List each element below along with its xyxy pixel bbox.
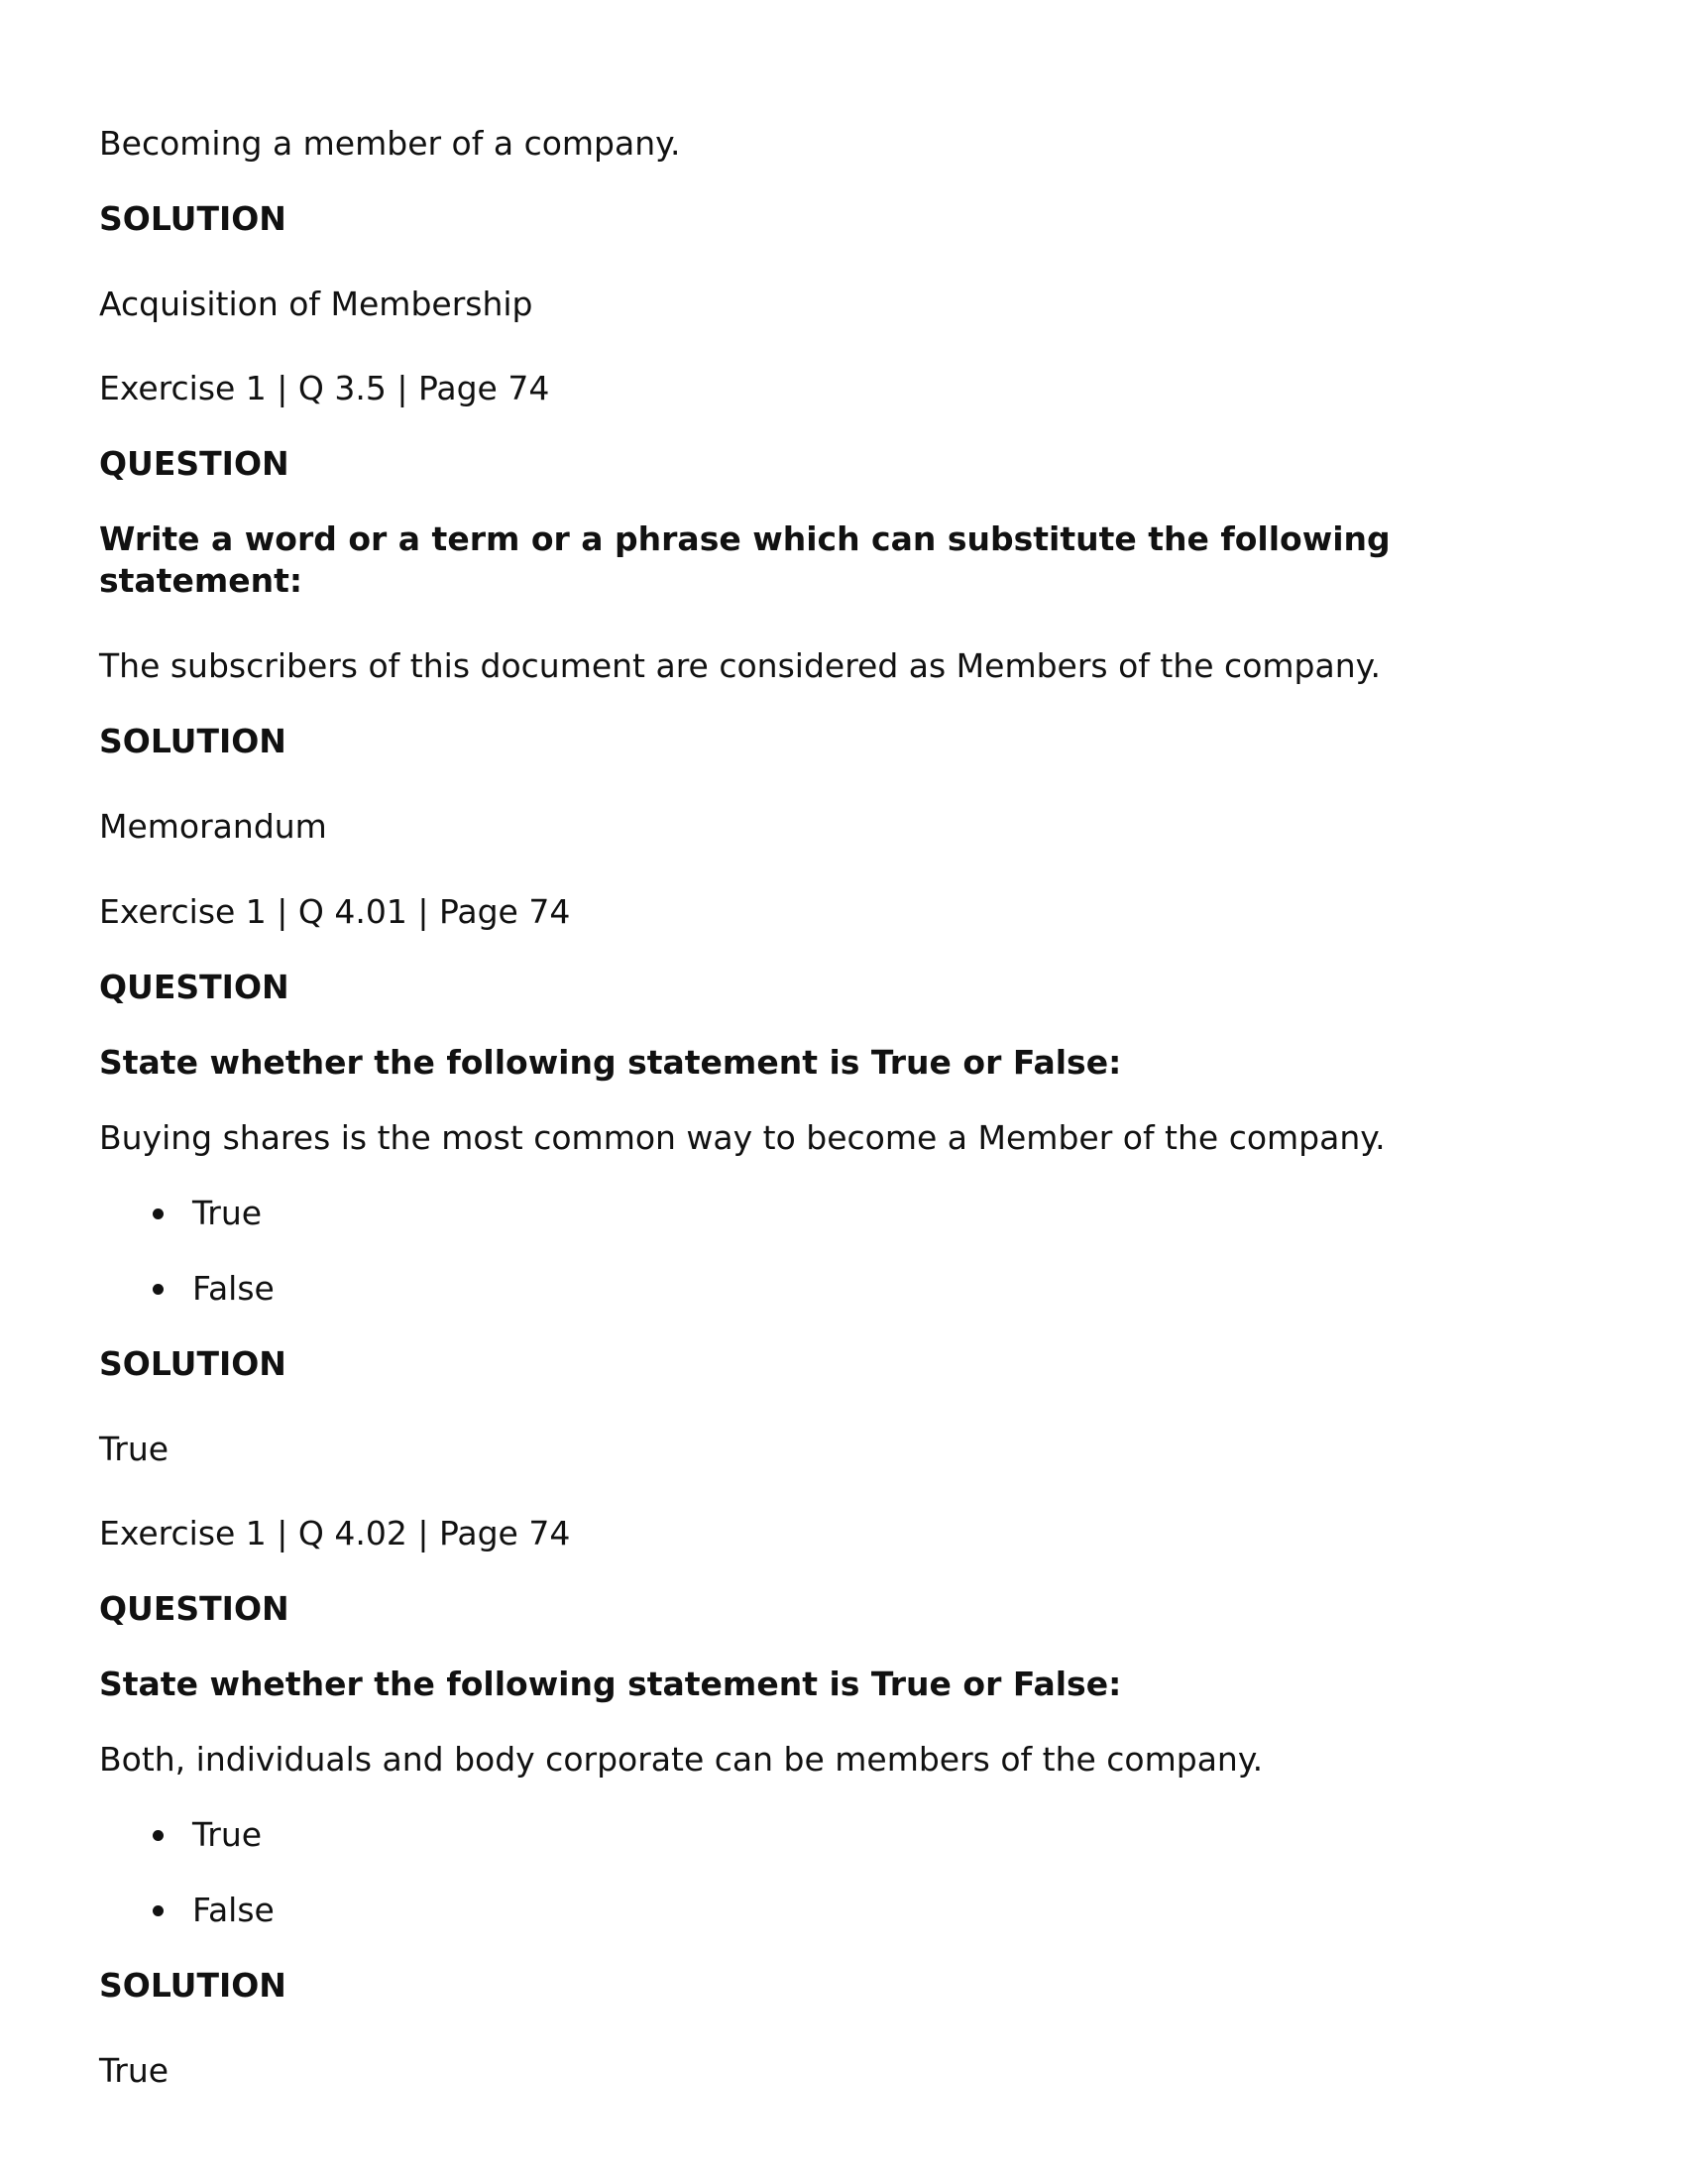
option-label: True [192, 1194, 263, 1232]
solution-answer: Acquisition of Membership [99, 285, 533, 323]
bullet-icon [153, 1830, 164, 1841]
question-prompt: State whether the following statement is True or False: [99, 1665, 1122, 1703]
question-prompt: Write a word or a term or a phrase which can substitute the following statement: [99, 519, 1391, 600]
question-statement: Both, individuals and body corporate can be members of the company. [99, 1740, 1264, 1779]
question-heading: QUESTION [99, 444, 289, 483]
bullet-icon [153, 1208, 164, 1219]
question-statement: Buying shares is the most common way to become a Member of the company. [99, 1118, 1386, 1157]
solution-answer: Memorandum [99, 807, 327, 846]
solution-answer: True [99, 2051, 169, 2090]
bullet-icon [153, 1284, 164, 1295]
question-statement: The subscribers of this document are considered as Members of the company. [99, 646, 1381, 685]
solution-heading: SOLUTION [99, 1966, 286, 2005]
solution-heading: SOLUTION [99, 199, 286, 238]
solution-heading: SOLUTION [99, 1344, 286, 1383]
solution-heading: SOLUTION [99, 722, 286, 760]
question-prompt: State whether the following statement is True or False: [99, 1043, 1122, 1082]
question-heading: QUESTION [99, 1589, 289, 1628]
option-label: False [192, 1269, 275, 1308]
option-label: True [192, 1815, 263, 1854]
exercise-reference: Exercise 1 | Q 4.01 | Page 74 [99, 892, 571, 931]
intro-statement: Becoming a member of a company. [99, 124, 681, 163]
bullet-icon [153, 1905, 164, 1916]
solution-answer: True [99, 1430, 169, 1468]
question-heading: QUESTION [99, 968, 289, 1006]
exercise-reference: Exercise 1 | Q 4.02 | Page 74 [99, 1514, 571, 1552]
exercise-reference: Exercise 1 | Q 3.5 | Page 74 [99, 369, 550, 407]
option-label: False [192, 1891, 275, 1929]
